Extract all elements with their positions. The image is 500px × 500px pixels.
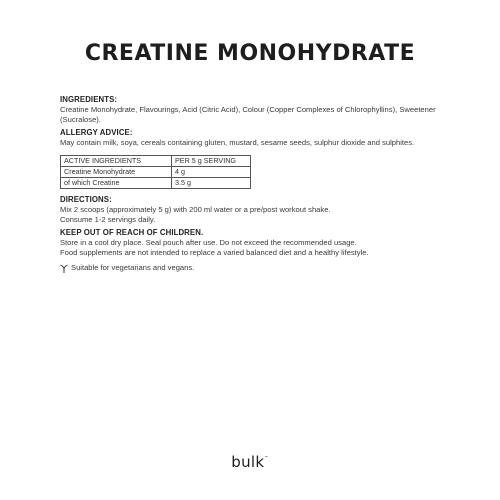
directions-section [60,195,450,225]
directions-heading: DIRECTIONS: [60,195,112,204]
vegetarian-sprout-icon [60,264,68,273]
product-title: CREATINE MONOHYDRATE [84,41,416,66]
ingredients-heading: INGREDIENTS: [60,95,118,104]
allergy-section [60,128,450,148]
keep-out-heading: KEEP OUT OF REACH OF CHILDREN. [60,228,204,237]
ingredients-text: Creatine Monohydrate, Flavourings, Acid (Citric Acid), Colour (Copper Complexes of Chlorophyllins), Sweetener (Sucralose). [60,105,436,124]
table-row [61,178,251,189]
directions-line: Consume 1-2 servings daily. [60,215,156,224]
vegetarian-notice [60,263,450,273]
table-cell: Creatine Monohydrate [61,167,172,178]
storage-line: Store in a cool dry place. Seal pouch after use. Do not exceed the recommended usage. [60,238,357,247]
allergy-heading: ALLERGY ADVICE: [60,128,133,137]
table-cell: 3.5 g [172,178,251,189]
directions-line: Mix 2 scoops (approximately 5 g) with 200 ml water or a pre/post workout shake. [60,205,331,214]
table-header-cell: ACTIVE INGREDIENTS [61,156,172,167]
table-header-cell: PER 5 g SERVING [172,156,251,167]
table-cell: 4 g [172,167,251,178]
allergy-text: May contain milk, soya, cereals containing gluten, mustard, sesame seeds, sulphur dioxide and sulphites. [60,138,415,147]
trademark-mark: ™ [264,455,269,460]
table-cell: of which Creatine [61,178,172,189]
brand-logo [0,453,500,471]
active-ingredients-table [60,155,251,189]
table-row [61,167,251,178]
keep-out-section [60,228,450,258]
label-content [60,95,450,273]
table-header-row [61,156,251,167]
vegetarian-text: Suitable for vegetarians and vegans. [71,263,195,272]
brand-name: bulk [231,453,265,471]
storage-line: Food supplements are not intended to replace a varied balanced diet and a healthy lifestyle. [60,248,369,257]
ingredients-section [60,95,450,125]
